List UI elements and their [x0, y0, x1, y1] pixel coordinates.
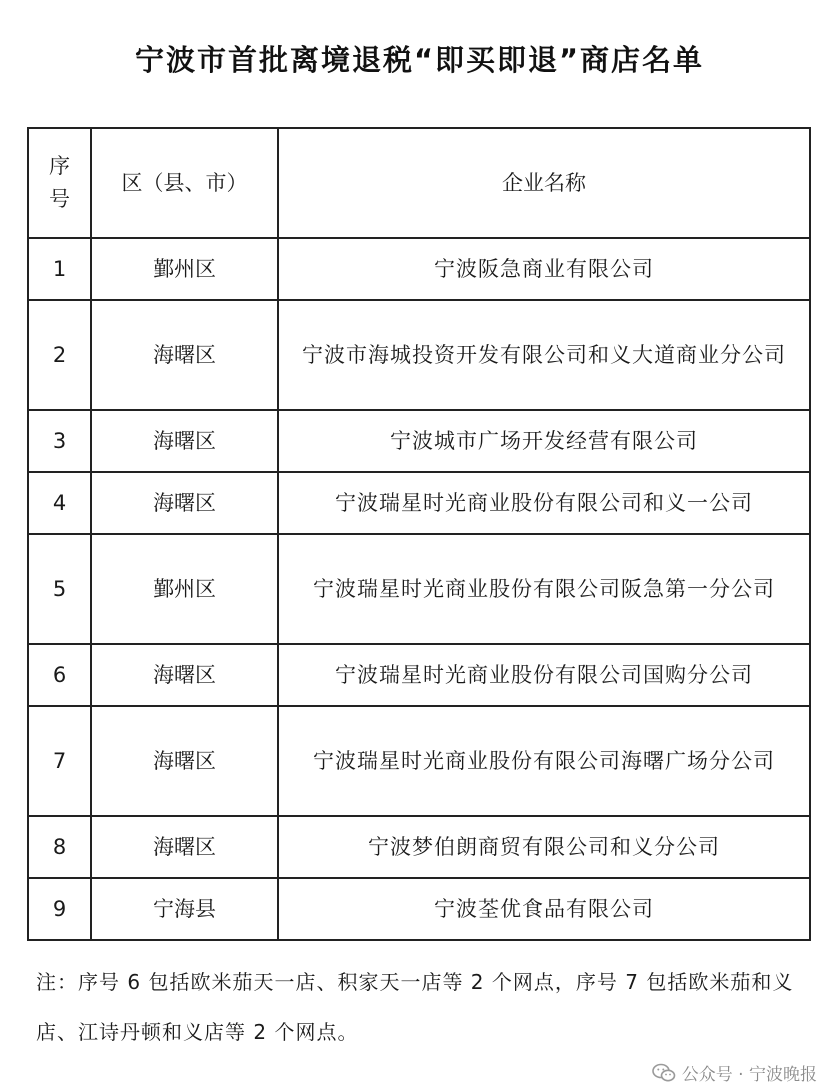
row-district: 宁海县: [91, 878, 278, 940]
row-district: 海曙区: [91, 472, 278, 534]
page-title: 宁波市首批离境退税“即买即退”商店名单: [134, 43, 705, 77]
row-company: 宁波瑞星时光商业股份有限公司国购分公司: [278, 644, 810, 706]
row-company: 宁波阪急商业有限公司: [278, 238, 810, 300]
header-index: [28, 128, 91, 238]
row-company: 宁波瑞星时光商业股份有限公司阪急第一分公司: [278, 534, 810, 644]
row-index: 2: [28, 300, 91, 410]
table-row: [28, 300, 810, 410]
table-row: [28, 410, 810, 472]
table-row: [28, 878, 810, 940]
row-company: 宁波荃优食品有限公司: [278, 878, 810, 940]
row-district: 海曙区: [91, 644, 278, 706]
row-district: 鄞州区: [91, 534, 278, 644]
row-district: 鄞州区: [91, 238, 278, 300]
header-index-line1: 序: [49, 154, 70, 178]
row-index: 8: [28, 816, 91, 878]
table-row: [28, 238, 810, 300]
store-list-table: [27, 127, 811, 941]
row-company: 宁波城市广场开发经营有限公司: [278, 410, 810, 472]
table-row: [28, 534, 810, 644]
footnote: 注：序号 6 包括欧米茄天一店、积家天一店等 2 个网点，序号 7 包括欧米茄和义店、江诗丹顿和义店等 2 个网点。: [36, 970, 794, 1044]
row-district: 海曙区: [91, 706, 278, 816]
table-row: [28, 644, 810, 706]
watermark: [652, 1060, 817, 1085]
table-row: [28, 706, 810, 816]
row-index: 6: [28, 644, 91, 706]
row-index: 9: [28, 878, 91, 940]
header-company: 企业名称: [278, 128, 810, 238]
row-company: 宁波瑞星时光商业股份有限公司海曙广场分公司: [278, 706, 810, 816]
row-company: 宁波梦伯朗商贸有限公司和义分公司: [278, 816, 810, 878]
row-district: 海曙区: [91, 410, 278, 472]
row-company: 宁波瑞星时光商业股份有限公司和义一公司: [278, 472, 810, 534]
row-index: 3: [28, 410, 91, 472]
wechat-icon: [652, 1063, 676, 1083]
row-district: 海曙区: [91, 816, 278, 878]
row-index: 1: [28, 238, 91, 300]
row-company: 宁波市海城投资开发有限公司和义大道商业分公司: [278, 300, 810, 410]
row-index: 4: [28, 472, 91, 534]
table-row: [28, 816, 810, 878]
row-district: 海曙区: [91, 300, 278, 410]
row-index: 7: [28, 706, 91, 816]
row-index: 5: [28, 534, 91, 644]
watermark-text: 公众号 · 宁波晚报: [681, 1065, 817, 1085]
table-row: [28, 472, 810, 534]
header-index-line2: 号: [49, 187, 70, 211]
header-district: 区（县、市）: [91, 128, 278, 238]
table-header-row: [28, 128, 810, 238]
